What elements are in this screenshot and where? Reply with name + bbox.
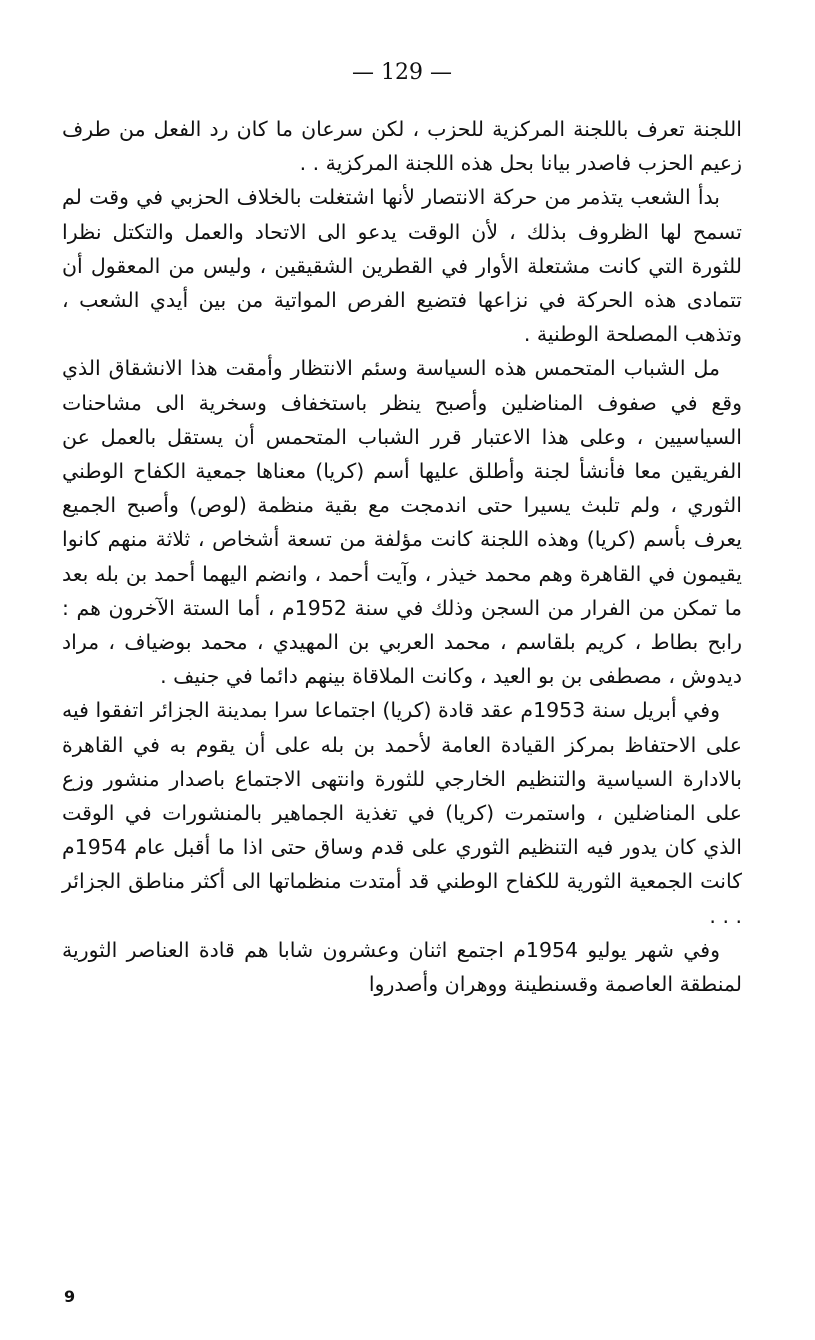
paragraph-2: بدأ الشعب يتذمر من حركة الانتصار لأنها اشتغلت بالخلاف الحزبي في وقت لم تسمح لها الظروف بذلك ، لأن الوقت يدعو الى الاتحاد والعمل والتكتل نظرا للثورة التي كانت مشتعلة الأوار في القطرين الشقيقين ، وليس من المعقول أن تتمادى هذه الحركة في نزاعها فتضيع الفرص المواتية من بين أيدي الشعب ، وتذهب المصلحة الوطنية . <box>62 185 742 347</box>
paragraph-4: وفي أبريل سنة 1953م عقد قادة (كريا) اجتماعا سرا بمدينة الجزائر اتفقوا فيه على الاحتفاظ بمركز القيادة العامة لأحمد بن بله على أن يقوم به في القاهرة بالادارة السياسية والتنظيم الخارجي للثورة وانتهى الاجتماع باصدار منشور وزع على المناضلين ، واستمرت (كريا) في تغذية الجماهير بالمنشورات في الوقت الذي كان يدور فيه التنظيم الثوري على قدم وساق حتى اذا ما أقبل عام 1954م كانت الجمعية الثورية للكفاح الوطني قد أمتدت منظماتها الى أكثر مناطق الجزائر . . . <box>62 698 742 928</box>
paragraph-3: مل الشباب المتحمس هذه السياسة وسئم الانتظار وأمقت هذا الانشقاق الذي وقع في صفوف المناضلين وأصبح ينظر باستخفاف وسخرية الى مشاحنات السياسيين ، وعلى هذا الاعتبار قرر الشباب المتحمس أن يستقل بالعمل عن الفريقين معا فأنشأ لجنة وأطلق عليها أسم (كريا) معناها جمعية الكفاح الوطني الثوري ، ولم تلبث يسيرا حتى اندمجت مع بقية منظمة (لوص) وأصبح الجميع يعرف بأسم (كريا) وهذه اللجنة كانت مؤلفة من تسعة أشخاص ، ثلاثة منهم كانوا يقيمون في القاهرة وهم محمد خيذر ، وآيت أحمد ، وانضم اليهما أحمد بن بله بعد ما تمكن من الفرار من السجن وذلك في سنة 1952م ، أما الستة الآخرون هم : رابح بطاط ، كريم بلقاسم ، محمد العربي بن المهيدي ، محمد بوضياف ، مراد ديدوش ، مصطفى بن بو العيد ، وكانت الملاقاة بينهم دائما في جنيف . <box>62 356 743 689</box>
page-body-text <box>62 112 742 1001</box>
paragraph-1: اللجنة تعرف باللجنة المركزية للحزب ، لكن سرعان ما كان رد الفعل من طرف زعيم الحزب فاصدر بيانا بحل هذه اللجنة المركزية . . <box>62 117 742 176</box>
paragraph-5: وفي شهر يوليو 1954م اجتمع اثنان وعشرون شابا هم قادة العناصر الثورية لمنطقة العاصمة وقسنطينة ووهران وأصدروا <box>62 937 742 997</box>
book-page <box>62 58 743 1306</box>
page-number: — 129 — <box>352 60 452 85</box>
signature-mark: 9 <box>64 1287 76 1306</box>
